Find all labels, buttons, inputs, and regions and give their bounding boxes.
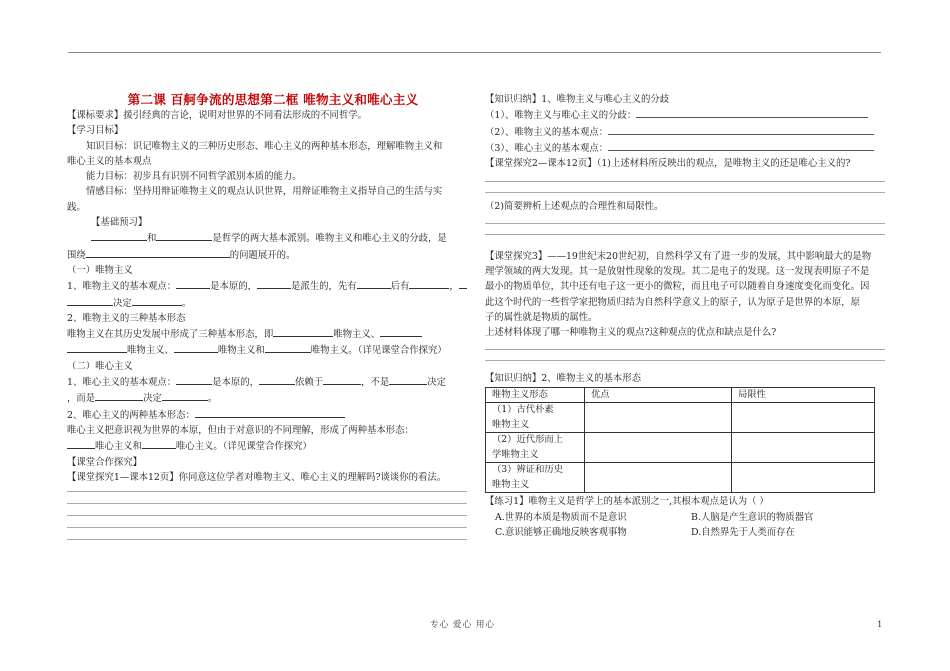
ability-goal: 能力目标：初步具有识别不同哲学派别本质的能力。 <box>86 171 302 183</box>
answer-cell[interactable] <box>732 403 875 433</box>
idealism-forms-1: 唯心主义把意识视为世界的本原，但由于对意识的不同理解，形成了两种基本形态： <box>67 424 414 436</box>
table-row: （3）辨证和历史 唯物主义 <box>486 463 875 493</box>
materialism-forms-1: 唯物主义在其历史发展中形成了三种基本形态，即 唯物主义、 <box>67 326 467 342</box>
materialism-view-1: 1、唯物主义的基本观点： 是本原的， 是派生的，先有 后有 ， <box>67 278 467 294</box>
learning-goals-heading: 【学习目标】 <box>67 125 124 137</box>
materialism-forms-heading: 2、唯物主义的三种基本形态 <box>67 312 186 324</box>
blank[interactable] <box>91 230 147 241</box>
blank[interactable] <box>176 374 212 385</box>
exercise-1-question: 【练习1】唯物主义是哲学上的基本派别之一,其根本观点是认为（ ） <box>485 496 769 508</box>
blank[interactable] <box>67 438 95 449</box>
exercise-1-options-ab <box>485 510 885 525</box>
answer-cell[interactable] <box>585 433 732 463</box>
option-a[interactable]: A.世界的本质是物质而不是意识 <box>495 511 627 523</box>
inquiry-3-text: 此这个时代的一些哲学家把物质归结为自然科学意义上的原子，认为原子是世界的本原，原 <box>485 296 861 308</box>
idealism-heading: （二）唯心主义 <box>67 360 133 372</box>
blank[interactable] <box>259 374 295 385</box>
summary-1-item-2: （2）、唯物主义的基本观点： <box>485 124 885 140</box>
answer-cell[interactable] <box>732 463 875 493</box>
inquiry-3-question: 上述材料体现了哪一种唯物主义的观点?这种观点的优点和缺点是什么? <box>485 327 777 339</box>
option-d[interactable]: D.自然界先于人类而存在 <box>691 526 795 538</box>
cooperative-inquiry-heading: 【课堂合作探究】 <box>67 456 143 468</box>
table-header-form: 唯物主义形态 <box>486 387 585 403</box>
blank[interactable] <box>323 374 361 385</box>
inquiry-1-question: 【课堂探究1—课本12页】你同意这位学者对唯物主义、唯心主义的理解吗?谈谈你的看法。 <box>67 471 447 483</box>
blank[interactable] <box>176 278 210 289</box>
blank[interactable] <box>142 438 176 449</box>
inquiry-3-text: 最小的物质单位，其中还有电子这一更小的微粒，而且电子可以随着自身速度变化而变化。因 <box>485 281 870 293</box>
table-header-merit: 优点 <box>585 387 732 403</box>
blank[interactable] <box>357 278 391 289</box>
emotion-goal: 情感目标：坚持用辩证唯物主义的观点认识世界，用辩证唯物主义指导自己的生活与实 <box>86 186 443 198</box>
answer-cell[interactable] <box>585 463 732 493</box>
preview-line-1: 和 是哲学的两大基本派别。唯物主义和唯心主义的分歧，是 <box>67 230 467 246</box>
answer-cell[interactable] <box>585 403 732 433</box>
blank[interactable] <box>132 295 182 306</box>
materialism-forms-table <box>485 387 875 494</box>
answer-line[interactable] <box>636 107 868 118</box>
inquiry-2b-answer-lines[interactable] <box>485 223 885 245</box>
curriculum-requirement: 【课标要求】援引经典的言论，说明对世界的不同看法形成的不同哲学。 <box>67 110 368 121</box>
left-column <box>67 92 467 551</box>
answer-cell[interactable] <box>732 433 875 463</box>
page-number: 1 <box>877 620 883 630</box>
materialism-heading: （一）唯物主义 <box>67 264 133 276</box>
blank[interactable] <box>195 407 345 418</box>
idealism-forms-2: 唯心主义和 唯心主义。（详见课堂合作探究） <box>67 438 467 454</box>
option-b[interactable]: B.人脑是产生意识的物质器官 <box>691 511 814 523</box>
summary-2-heading: 【知识归纳】2、唯物主义的基本形态 <box>485 372 641 384</box>
inquiry-2-subquestion: （2)简要辨析上述观点的合理性和局限性。 <box>485 201 664 213</box>
inquiry-3-text: 【课堂探究3】——19世纪末20世纪初，自然科学又有了进一步的发展，其中影响最大的是物 <box>485 250 872 262</box>
answer-line[interactable] <box>608 140 874 151</box>
inquiry-2-question: 【课堂探究2—课本12页】（1)上述材料所反映出的观点，是唯物主义的还是唯心主义的? <box>485 158 851 170</box>
blank[interactable] <box>67 342 127 353</box>
right-column <box>485 92 885 540</box>
table-row: （1）古代朴素 唯物主义 <box>486 403 875 433</box>
blank[interactable] <box>409 278 449 289</box>
answer-line[interactable] <box>608 124 874 135</box>
emotion-goal-cont: 践。 <box>67 201 86 213</box>
knowledge-goal-cont: 唯心主义的基本观点 <box>67 155 152 167</box>
idealism-view-1: 1、唯心主义的基本观点： 是本原的， 依赖于 ，不是 决定 <box>67 374 467 390</box>
blank[interactable] <box>459 278 467 289</box>
summary-1-heading: 【知识归纳】1、唯物主义与唯心主义的分歧 <box>485 94 670 105</box>
header-rule <box>68 52 881 53</box>
materialism-forms-2: 唯物主义、 唯物主义和 唯物主义。（详见课堂合作探究） <box>67 342 467 358</box>
blank[interactable] <box>257 278 291 289</box>
idealism-view-2: ，而是 决定 。 <box>67 390 467 406</box>
table-header-limit: 局限性 <box>732 387 875 403</box>
exercise-1-options-cd <box>485 525 885 540</box>
summary-1-item-1: （1）、唯物主义与唯心主义的分歧： <box>485 107 885 123</box>
blank[interactable] <box>95 390 143 401</box>
inquiry-2-answer-lines[interactable] <box>485 181 885 199</box>
lesson-title: 第二课 百舸争流的思想第二框 唯物主义和唯心主义 <box>127 92 419 107</box>
preview-heading: 【基础预习】 <box>91 217 148 229</box>
blank[interactable] <box>380 326 422 337</box>
preview-line-2: 围绕 的问题展开的。 <box>67 247 467 263</box>
footer-motto: 专心 爱心 用心 <box>430 620 496 630</box>
inquiry-3-text: 理学领域的两大发现。其一是放射性现象的发现。其二是电子的发现。这一发现表明原子不是 <box>485 266 870 278</box>
blank[interactable] <box>174 342 218 353</box>
inquiry-3-text: 子的属性就是物质的属性。 <box>485 311 598 323</box>
inquiry-3-answer-lines[interactable] <box>485 349 885 371</box>
materialism-view-2: 决定 。 <box>67 295 467 311</box>
blank[interactable] <box>265 342 311 353</box>
blank[interactable] <box>389 374 427 385</box>
knowledge-goal: 知识目标：识记唯物主义的三种历史形态、唯心主义的两种基本形态，理解唯物主义和 <box>86 140 443 152</box>
blank[interactable] <box>162 390 208 401</box>
blank[interactable] <box>273 326 333 337</box>
option-c[interactable]: C.意识能够正确地反映客观事物 <box>495 526 627 538</box>
blank[interactable] <box>86 247 230 258</box>
summary-1-item-3: （3）、唯心主义的基本观点： <box>485 140 885 156</box>
blank[interactable] <box>156 230 212 241</box>
blank[interactable] <box>67 295 113 306</box>
idealism-forms-heading: 2、唯心主义的两种基本形态： <box>67 407 467 423</box>
inquiry-1-answer-lines[interactable] <box>67 491 467 551</box>
table-row: （2）近代形而上 学唯物主义 <box>486 433 875 463</box>
